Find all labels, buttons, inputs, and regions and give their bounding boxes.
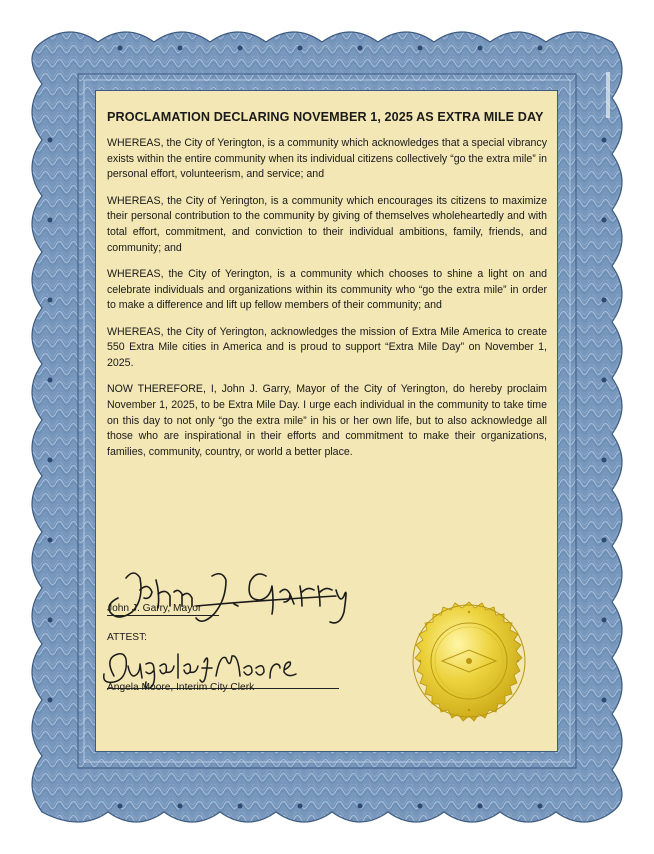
paragraph-whereas-1: WHEREAS, the City of Yerington, is a community which acknowledges that a special vibrancy exists within the entire community when its individual citizens collectively “go the extra mile” in personal effort, volunteerism, and service; and [107, 137, 547, 181]
clerk-signature-line [107, 688, 339, 689]
side-mark [604, 70, 612, 120]
paragraph-whereas-4: WHEREAS, the City of Yerington, acknowledges the mission of Extra Mile America to create 550 Extra Mile cities in America and is proud to support “Extra Mile Day” on November 1, 2025. [107, 325, 547, 369]
document-title: PROCLAMATION DECLARING NOVEMBER 1, 2025 AS EXTRA MILE DAY [107, 110, 544, 124]
paragraph-now-therefore: NOW THEREFORE, I, John J. Garry, Mayor of the City of Yerington, do hereby proclaim November 1, 2025, to be Extra Mile Day. I urge each individual in the community to take time on this day to not only “go the extra mile” in his or her own life, but to also acknowledge all those who are inspirational in their efforts and commitment to make their organizations, families, community, country, or world a better place. [107, 383, 547, 458]
mayor-signature-label: John J. Garry, Mayor [107, 603, 202, 614]
proclamation-body [107, 108, 547, 471]
mayor-signature [104, 560, 354, 632]
mayor-signature-line [107, 615, 219, 616]
attest-label: ATTEST: [107, 632, 147, 643]
city-seal [392, 584, 546, 738]
paragraph-whereas-3: WHEREAS, the City of Yerington, is a community which chooses to shine a light on and celebrate individuals and organizations within its community who “go the extra mile” in order to make a difference and lift up fellow members of their community; and [107, 267, 547, 312]
paragraph-whereas-2: WHEREAS, the City of Yerington, is a community which encourages its citizens to maximize their personal contribution to the community by giving of themselves wholeheartedly and with total effort, commitment, and conviction to their individual ambitions, family, friends, and community; and [107, 194, 547, 254]
